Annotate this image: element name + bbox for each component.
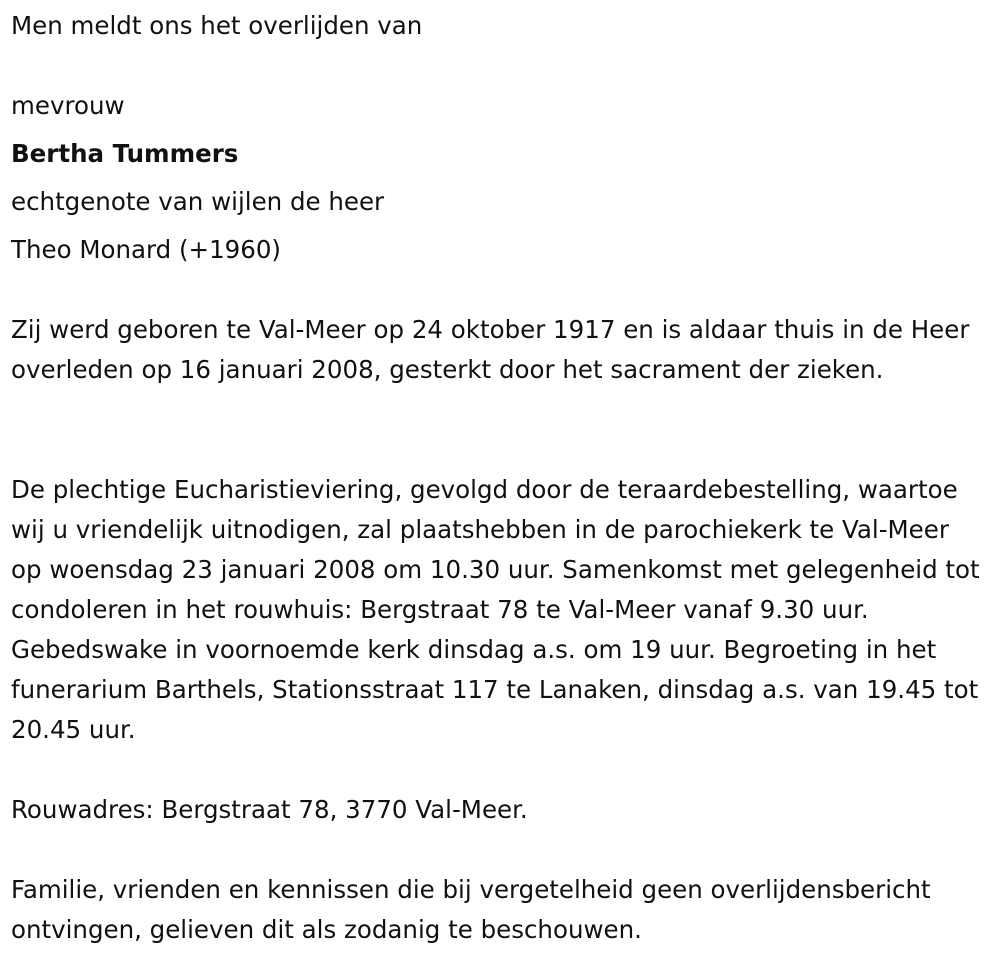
spouse-name: Theo Monard (+1960) (11, 235, 281, 264)
intro-text: Men meldt ons het overlijden van (11, 11, 423, 40)
deceased-name: Bertha Tummers (11, 139, 239, 168)
relation-text: echtgenote van wijlen de heer (11, 187, 385, 216)
title-prefix: mevrouw (11, 91, 125, 120)
ceremony-paragraph: De plechtige Eucharistieviering, gevolgd door de teraardebestelling, waartoe wij u vriendelijk uitnodigen, zal plaatshebben in de parochiekerk te Val-Meer op woensdag 23 januari 2008 om 10.30 uur. Samenkomst met gelegenheid tot condoleren in het rouwhuis: Bergstraat 78 te Val-Meer vanaf 9.30 uur. Gebedswake in voornoemde kerk dinsdag a.s. om 19 uur. Begroeting in het funerarium Barthels, Stationsstraat 117 te Lanaken, dinsdag a.s. van 19.45 tot 20.45 uur. (11, 475, 980, 744)
closing-paragraph: Familie, vrienden en kennissen die bij vergetelheid geen overlijdensbericht ontvingen, gelieven dit als zodanig te beschouwen. (11, 875, 931, 944)
birth-death-paragraph: Zij werd geboren te Val-Meer op 24 oktober 1917 en is aldaar thuis in de Heer overleden op 16 januari 2008, gesterkt door het sacrament der zieken. (11, 315, 970, 384)
address-paragraph: Rouwadres: Bergstraat 78, 3770 Val-Meer. (11, 795, 528, 824)
